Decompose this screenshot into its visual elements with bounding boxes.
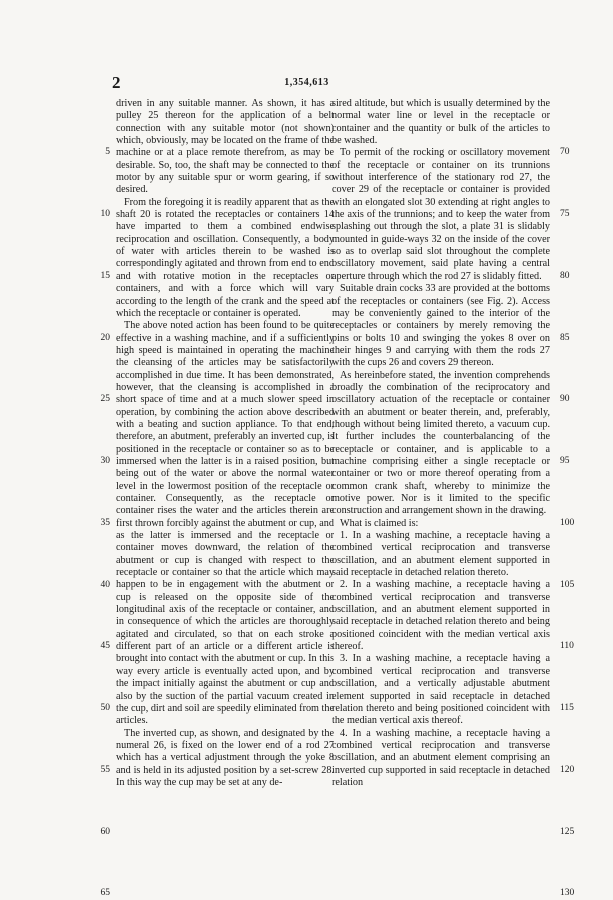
line-number: 80 [560, 270, 570, 281]
line-number: 110 [560, 641, 574, 652]
paragraph: Suitable drain cocks 33 are provided at the bottoms of the receptacles or containers (see Fig. 2). Access may be conveniently gained to the interior of the receptacles or containers by merely removing the pins or bolts 10 and swinging the yokes 8 over on their hinges 9 and carrying with them the rods 27 with the cups 26 and covers 29 thereon. [332, 283, 550, 369]
patent-number: 1,354,613 [284, 77, 329, 88]
paragraph: 4. In a washing machine, a receptacle having a combined vertical reciprocation and transverse oscillation, and an abutment element comprising an inverted cup supported in said receptacle in detached relation [332, 727, 550, 788]
right-column [332, 98, 550, 789]
paragraph: driven in any suitable manner. As shown, it has a pulley 25 thereon for the application of a belt connection with any suitable motor (not shown) which, obviously, may be located on the frame of the machine or at a place remote therefrom, as may be desirable. So, too, the shaft may be connected to the motor by any suitable spur or worm gearing, if so desired. [116, 98, 334, 196]
paragraph: The inverted cup, as shown, and designated by the numeral 26, is fixed on the lower end of a rod 27 which has a vertical adjustment through the yoke 8 and is held in its adjusted position by a set-screw 28. In this way the cup may be set at any de- [116, 727, 334, 788]
line-number: 105 [560, 579, 575, 590]
paragraph: 1. In a washing machine, a receptacle having a combined vertical reciprocation and transverse oscillation, and an abutment element supported in said receptacle in detached relation thereto. [332, 530, 550, 579]
line-number: 50 [100, 703, 110, 714]
paragraph: As hereinbefore stated, the invention comprehends broadly the combination of the reciprocatory and oscillatory actuation of the receptacle or container with an abutment or beater therein, and, preferably, though without being limited thereto, a vacuum cup. It further includes the counterbalancing of the receptacle or container, and is applicable to a machine comprising either a single receptacle or container or two or more thereof operating from a common crank shaft, whereby to minimize the motive power. Nor is it limited to the specific construction and arrangement shown in the drawing. [332, 369, 550, 517]
line-number: 15 [100, 270, 110, 281]
line-number: 25 [100, 394, 110, 405]
line-number: 130 [560, 888, 575, 899]
line-number: 20 [100, 332, 110, 343]
line-number: 85 [560, 332, 570, 343]
line-number: 95 [560, 456, 570, 467]
line-number: 30 [100, 456, 110, 467]
line-number: 100 [560, 517, 575, 528]
line-number: 115 [560, 703, 574, 714]
line-number: 5 [105, 147, 110, 158]
line-number: 90 [560, 394, 570, 405]
line-number: 60 [100, 826, 110, 837]
paragraph: 2. In a washing machine, a receptacle having a combined vertical reciprocation and transverse oscillation, and an abutment element supported in said receptacle in detached relation thereto and being positioned coincident with the median vertical axis thereof. [332, 579, 550, 653]
line-number: 70 [560, 147, 570, 158]
line-number: 40 [100, 579, 110, 590]
line-number: 120 [560, 764, 575, 775]
line-number: 35 [100, 517, 110, 528]
paragraph: 3. In a washing machine, a receptacle having a combined vertical reciprocation and transverse oscillation, and a vertically adjustable abutment element supported in said receptacle in detached relation thereto and being positioned coincident with the median vertical axis thereof. [332, 653, 550, 727]
paragraph: From the foregoing it is readily apparent that as the shaft 20 is rotated the receptacles or containers 14 have imparted to them a combined endwise reciprocation and oscillation. Consequently, a body of water with articles therein to be washed is correspondingly agitated and thrown from end to end and with rotative motion in the receptacles or containers, and with a force which will vary according to the length of the crank and the speed at which the receptacle or container is operated. [116, 196, 334, 319]
line-number: 55 [100, 764, 110, 775]
paragraph: sired altitude, but which is usually determined by the normal water line or level in the receptacle or container and the quantity or bulk of the articles to be washed. [332, 98, 550, 147]
paragraph: What is claimed is: [340, 517, 419, 529]
line-number: 65 [100, 888, 110, 899]
line-number: 10 [100, 209, 110, 220]
paragraph: The above noted action has been found to be quite effective in a washing machine, and if a sufficiently high speed is maintained in operating the machine the cleansing of the articles may be satisfactorily accomplished in due time. It has been demonstrated, however, that the cleansing is accomplished in a short space of time and at a much slower speed in operation, by combining the action above described with a beating and suction appliance. To that end, therefore, an abutment, preferably an inverted cup, is positioned in the receptacle or container so as to be immersed when the latter is in a raised position, but being out of the water or above the normal water level in the lowermost position of the receptacle or container. Consequently, as the receptacle or container rises the water and the articles therein are first thrown forcibly against the abutment or cup, and as the latter is immersed and the receptacle or container moves downward, the relation of the abutment or cup is changed with respect to the receptacle or container so that the article which may happen to be in engagement with the abutment or cup is released on the opposite side of the longitudinal axis of the receptacle or container, and in consequence of which the articles are thoroughly agitated and circulated, so that on each stroke a different part of an article or a different article is brought into contact with the abutment or cup. In this way every article is eventually acted upon, and by the impact initially against the abutment or cup and also by the suction of the partial vacuum created in the cup, dirt and soil are speedily eliminated from the articles. [116, 320, 334, 727]
paragraph: To permit of the rocking or oscillatory movement of the receptacle or container on its trunnions without interference of the stationary rod 27, the cover 29 of the receptacle or container is provided with an elongated slot 30 extending at right angles to the axis of the trunnions; and to keep the water from splashing out through the slot, a plate 31 is slidably mounted in guide-ways 32 on the inside of the cover so as to overlap said slot throughout the complete oscillatory movement, said plate having a central aperture through which the rod 27 is slidably fitted. [332, 147, 550, 282]
left-column [116, 98, 334, 789]
page-number: 2 [112, 73, 121, 92]
line-number: 125 [560, 826, 575, 837]
line-number: 75 [560, 209, 570, 220]
page-header [0, 74, 613, 94]
line-number: 45 [100, 641, 110, 652]
